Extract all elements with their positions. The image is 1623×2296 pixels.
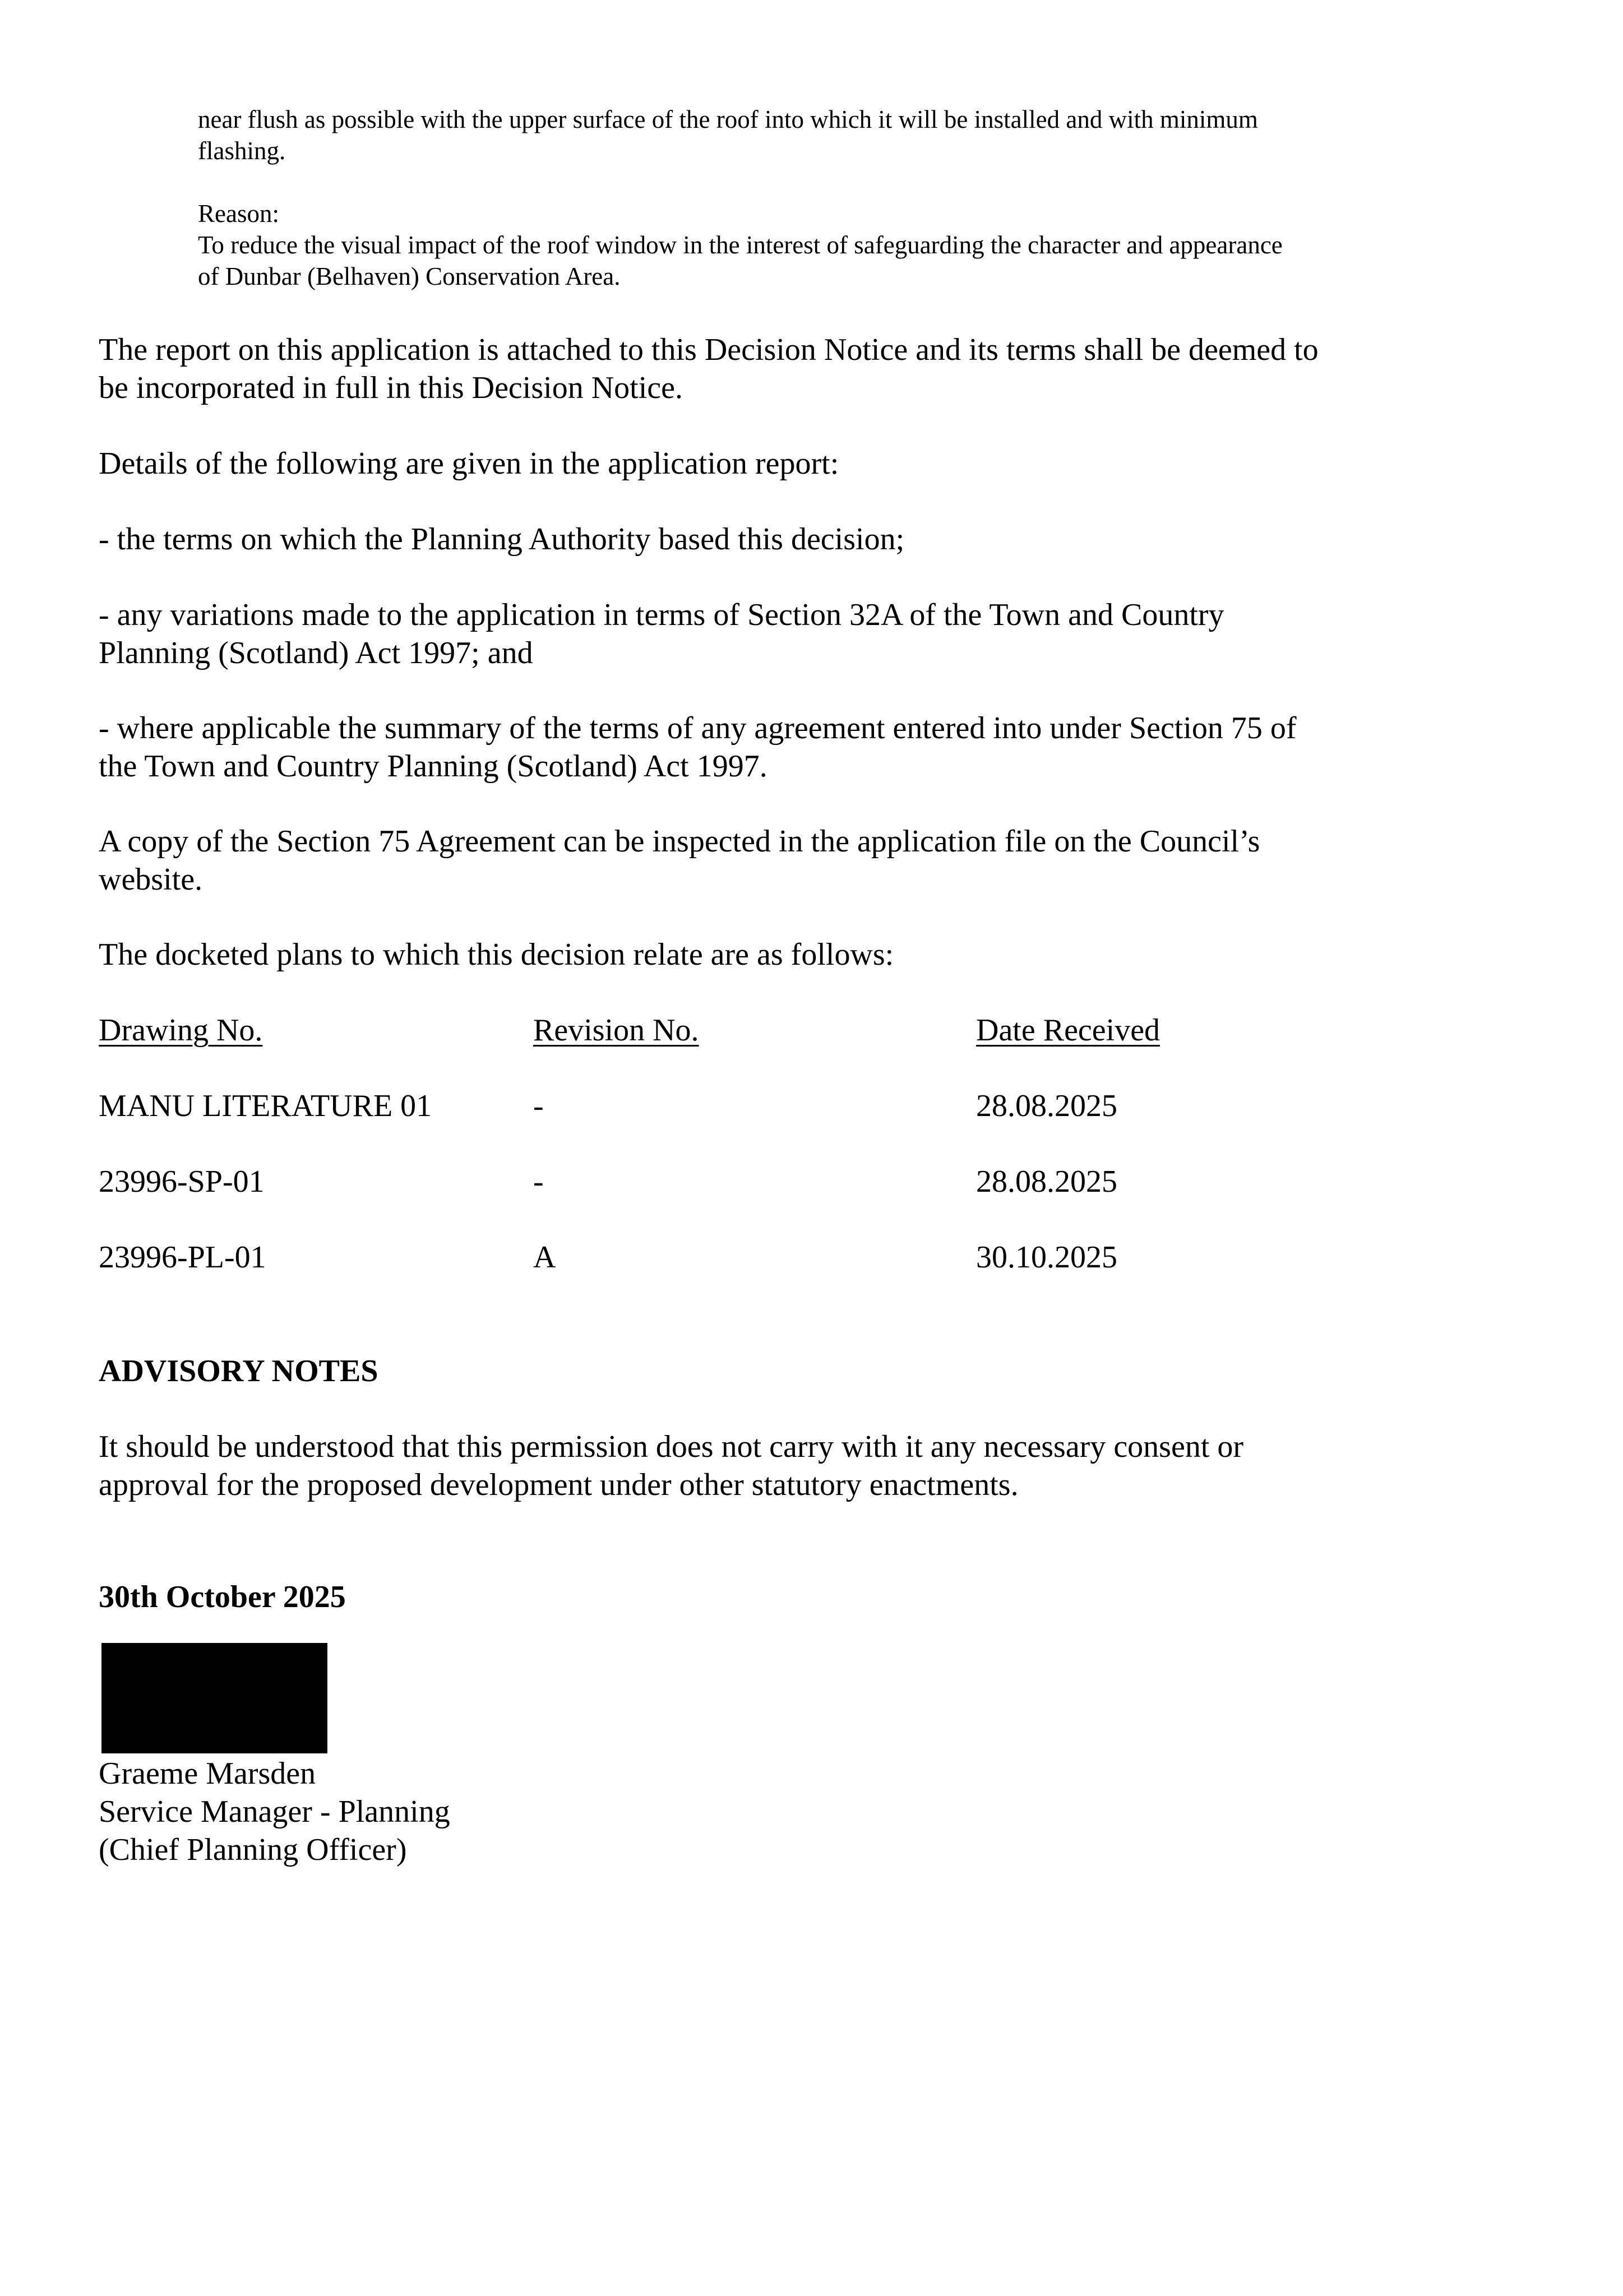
advisory-heading-text: ADVISORY NOTES [99, 1354, 378, 1388]
details-bullet-3 [99, 709, 1405, 785]
plans-intro-line: The docketed plans to which this decision relate are as follows: [99, 937, 894, 972]
details-bullet-1 [99, 520, 1405, 558]
details-intro [99, 445, 1405, 483]
signoff-date-text: 30th October 2025 [99, 1580, 346, 1614]
report-line: be incorporated in full in this Decision Notice. [99, 371, 683, 405]
advisory-heading [99, 1352, 1405, 1390]
section75-line: A copy of the Section 75 Agreement can be inspected in the application file on the Council’s [99, 824, 1260, 859]
bullet-line: the Town and Country Planning (Scotland) Act 1997. [99, 749, 767, 784]
redacted-signature [101, 1643, 327, 1753]
condition-text-line: flashing. [198, 137, 286, 165]
reason-text-line: of Dunbar (Belhaven) Conservation Area. [198, 262, 621, 290]
cell-revision-no: - [533, 1164, 544, 1199]
cell-drawing-no: 23996-SP-01 [99, 1164, 265, 1199]
signatory-name: Graeme Marsden [99, 1756, 316, 1791]
header-date-received: Date Received [976, 1013, 1160, 1048]
bullet-line: - where applicable the summary of the terms of any agreement entered into under Section 75 of [99, 711, 1297, 746]
section75-line: website. [99, 862, 203, 897]
section75-paragraph [99, 822, 1405, 899]
signatory-role: (Chief Planning Officer) [99, 1832, 407, 1867]
bullet-line: - the terms on which the Planning Authority based this decision; [99, 522, 905, 557]
plans-intro [99, 936, 1405, 974]
header-drawing-no: Drawing No. [99, 1013, 263, 1048]
condition-text [198, 104, 1392, 166]
details-intro-line: Details of the following are given in the application report: [99, 446, 839, 481]
condition-text-line: near flush as possible with the upper surface of the roof into which it will be installed and with minimum [198, 105, 1258, 133]
cell-revision-no: - [533, 1089, 544, 1123]
header-revision-no: Revision No. [533, 1013, 699, 1048]
details-bullet-2 [99, 596, 1405, 672]
report-paragraph [99, 331, 1405, 407]
condition-reason [198, 198, 1392, 292]
cell-drawing-no: MANU LITERATURE 01 [99, 1089, 432, 1123]
cell-drawing-no: 23996-PL-01 [99, 1240, 266, 1275]
report-line: The report on this application is attached to this Decision Notice and its terms shall be deemed to [99, 332, 1319, 367]
advisory-line: approval for the proposed development under other statutory enactments. [99, 1468, 1019, 1502]
advisory-line: It should be understood that this permission does not carry with it any necessary consent or [99, 1429, 1244, 1464]
cell-date-received: 30.10.2025 [976, 1240, 1117, 1275]
cell-date-received: 28.08.2025 [976, 1089, 1117, 1123]
cell-date-received: 28.08.2025 [976, 1164, 1117, 1199]
bullet-line: Planning (Scotland) Act 1997; and [99, 636, 533, 670]
reason-text-line: To reduce the visual impact of the roof window in the interest of safeguarding the character and appearance [198, 231, 1283, 259]
signatory [99, 1755, 1405, 1869]
signatory-title: Service Manager - Planning [99, 1794, 450, 1829]
bullet-line: - any variations made to the application in terms of Section 32A of the Town and Country [99, 598, 1224, 632]
advisory-text [99, 1428, 1405, 1504]
reason-label: Reason: [198, 200, 279, 228]
signoff-date [99, 1578, 1405, 1616]
cell-revision-no: A [533, 1240, 556, 1275]
